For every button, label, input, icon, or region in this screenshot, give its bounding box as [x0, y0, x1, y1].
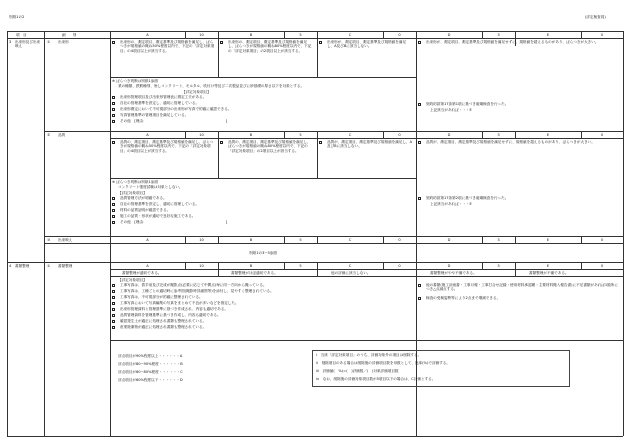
row-4-1-check-title: 【評定対象項目】 — [118, 277, 147, 282]
row-3-1-right-note-2: 上記該当があれば・・・E — [430, 108, 472, 112]
list-item: 工事写真は、工種ごとの適切時に参考図(撮影時詳細図等)を添付し、見やすく整理されている。 — [120, 289, 274, 293]
row-4-1-grade-a: 書類整理が適切である。 — [122, 270, 162, 275]
row-3-2-number: ② — [47, 133, 51, 137]
row-3-3-label: 出来映え — [58, 237, 73, 242]
grade-a-label: A — [146, 32, 149, 37]
note-item: i 当該「評定対象項目」のうち、評価対象外の項目は削除する。 — [316, 353, 422, 357]
section-3-title: 出来形及び出来映え — [15, 40, 41, 49]
row-3-2-right-note-2: 上記該当があれば・・・E — [430, 202, 472, 206]
row-4-1-grade-c: 他の評価に該当しない。 — [331, 270, 371, 275]
legend-item: 評点項目が90%程度以上・・・・・・A — [118, 354, 183, 358]
sheet-label: 別紙1の2 — [9, 15, 25, 19]
row-4-1-number: ① — [47, 264, 51, 268]
list-item: その他 [理由： ] — [120, 119, 228, 123]
column-header-item: 項 目 — [16, 32, 27, 37]
list-item: 検査の受検姿勢等により2点まで増減できる。 — [426, 296, 501, 300]
list-item: 品質管理資料を管理基準に基づき作成し、内容も適切である。 — [120, 313, 221, 317]
checkbox[interactable] — [220, 41, 223, 44]
checkbox[interactable] — [418, 41, 421, 44]
row-3-1-check-title: 【評定対象項目】 — [182, 89, 211, 94]
note-item: ii 削除項目のある場合は削除後の評価項目数を母数として、比率(%)で評価する。 — [316, 361, 450, 365]
list-item: 工事写真は、不可視部分が的確に整理されている。 — [120, 295, 203, 299]
row-3-1-notes-sub: 業の種類、鉄筋種別、殆しコンクリート、モルタル、吹付け等及び二次製品並びに砂基礎の厚さ以下を対象とする。 — [118, 84, 305, 88]
list-item: 出来形管理資料と管理基準に基づき作成され、内容も適切である。 — [120, 307, 229, 311]
checkbox[interactable] — [220, 141, 223, 144]
grade-b-points: 5 — [299, 32, 302, 37]
list-item: 出来形管理項目及び出来形管理表に測定工夫がある。 — [120, 95, 207, 99]
row-3-2-check-title: 【評定対象項目】 — [118, 191, 147, 195]
row-4-1-label: 書類整理 — [58, 264, 73, 268]
row-3-1-number: ① — [47, 40, 51, 44]
list-item: 材料の品質証明が確認できる。 — [120, 208, 171, 212]
row-3-2-notes-sub: コンクリート強度試験は対象としない。 — [118, 185, 183, 189]
list-item: 出来形測定において不可視部分の出来形が写真で的確に確認できる。 — [120, 107, 232, 111]
note-item: iii 評価値( %)=( )評価数／( )対象評価項目数 — [316, 369, 399, 373]
list-item: 工事写真において写真編集の写真をまとめて不良が多いなどを指定した。 — [120, 301, 239, 305]
list-item: 自社の管理基準を設定し、適切に管理している。 — [120, 101, 200, 105]
grade-b-label: B — [249, 32, 253, 37]
center-caption: 別紙1の3~5参照 — [249, 251, 277, 255]
row-4-1-grade-b: 書類整理がほぼ適切である。 — [231, 270, 278, 275]
row-3-2-destructive-checkbox[interactable] — [418, 197, 421, 200]
list-item: 施工の品質・形状が適切で良好な施工である。 — [120, 214, 196, 218]
header-right-label: (評定検査員) — [585, 15, 606, 19]
row-3-1-right-note-1: 契約約款第17条第1項に基づき破壊検査を行った。 — [426, 102, 509, 106]
column-header-detail: 細 別 — [62, 32, 77, 37]
row-4-1-grade-d: 書類整理がやや不備である。 — [430, 270, 477, 275]
row-3-2-notes-title: ※ ばらつき判断は別紙1参照 — [112, 180, 158, 184]
checkbox[interactable] — [418, 141, 421, 144]
section-3-number: 3 — [9, 40, 12, 44]
list-item: 自社の管理基準を設定し、適切に管理している。 — [120, 202, 200, 206]
note-item: iv なお、削除後の評価対象項目数が5項目以下の場合は、C評価とする。 — [316, 377, 436, 381]
list-item: 確認発生土が適正に処理され書類も整理されている。 — [120, 319, 207, 323]
row-4-1-grade-e: 書類整理が不備である。 — [529, 270, 569, 275]
grade-c-label: C — [348, 32, 352, 37]
legend-item: 評点項目が60~80%程度・・・・・・C — [118, 370, 183, 374]
row-3-2-label: 品質 — [58, 133, 66, 137]
grade-d-label: D — [447, 32, 451, 37]
section-4-number: 4 — [9, 264, 12, 268]
list-item: 他の書類(施工計画書・工事月報・工事打合せ記録・使用材料承認願・主要材料搬入報告書)に不足書類があれば1箇所につき△点減点する。 — [426, 283, 618, 292]
checkbox[interactable] — [112, 41, 115, 44]
grade-e-points: 0 — [600, 32, 604, 37]
row-3-2-right-note-1: 契約約款第17条第2項に基づき破壊検査を行った。 — [426, 196, 509, 200]
checkbox[interactable] — [319, 141, 322, 144]
grade-a-points: 10 — [199, 32, 204, 37]
list-item: 写真管理基準の管理項目を満足している。 — [120, 113, 189, 117]
legend-item: 評点項目が60%程度以下・・・・・・D — [118, 378, 183, 382]
row-3-1-destructive-checkbox[interactable] — [418, 103, 421, 106]
row-3-1-notes-title: ※ ばらつき判断は別紙1参照 — [112, 79, 158, 83]
row-3-3-number: ③ — [47, 237, 51, 242]
list-item: 工事写真は、着手前及び完成が撮影点(必要に応じて中間点)毎に同一方向から撮っている。 — [120, 283, 267, 287]
list-item: 品質管理方法が明確である。 — [120, 196, 167, 200]
grade-c-points: 0 — [398, 32, 401, 37]
grade-d-points: 3 — [497, 32, 500, 37]
section-4-title: 書類整理 — [15, 264, 30, 268]
list-item: 産業廃棄物が適正に処理され書類も整理されている。 — [120, 325, 207, 329]
legend-item: 評点項目が80~90%程度・・・・・・B — [118, 362, 183, 366]
grade-e-label: E — [546, 32, 550, 37]
row-3-1-label: 出来形 — [58, 40, 69, 44]
checkbox[interactable] — [319, 41, 322, 44]
checkbox[interactable] — [112, 141, 115, 144]
list-item: その他 [理由： ] — [120, 220, 228, 224]
